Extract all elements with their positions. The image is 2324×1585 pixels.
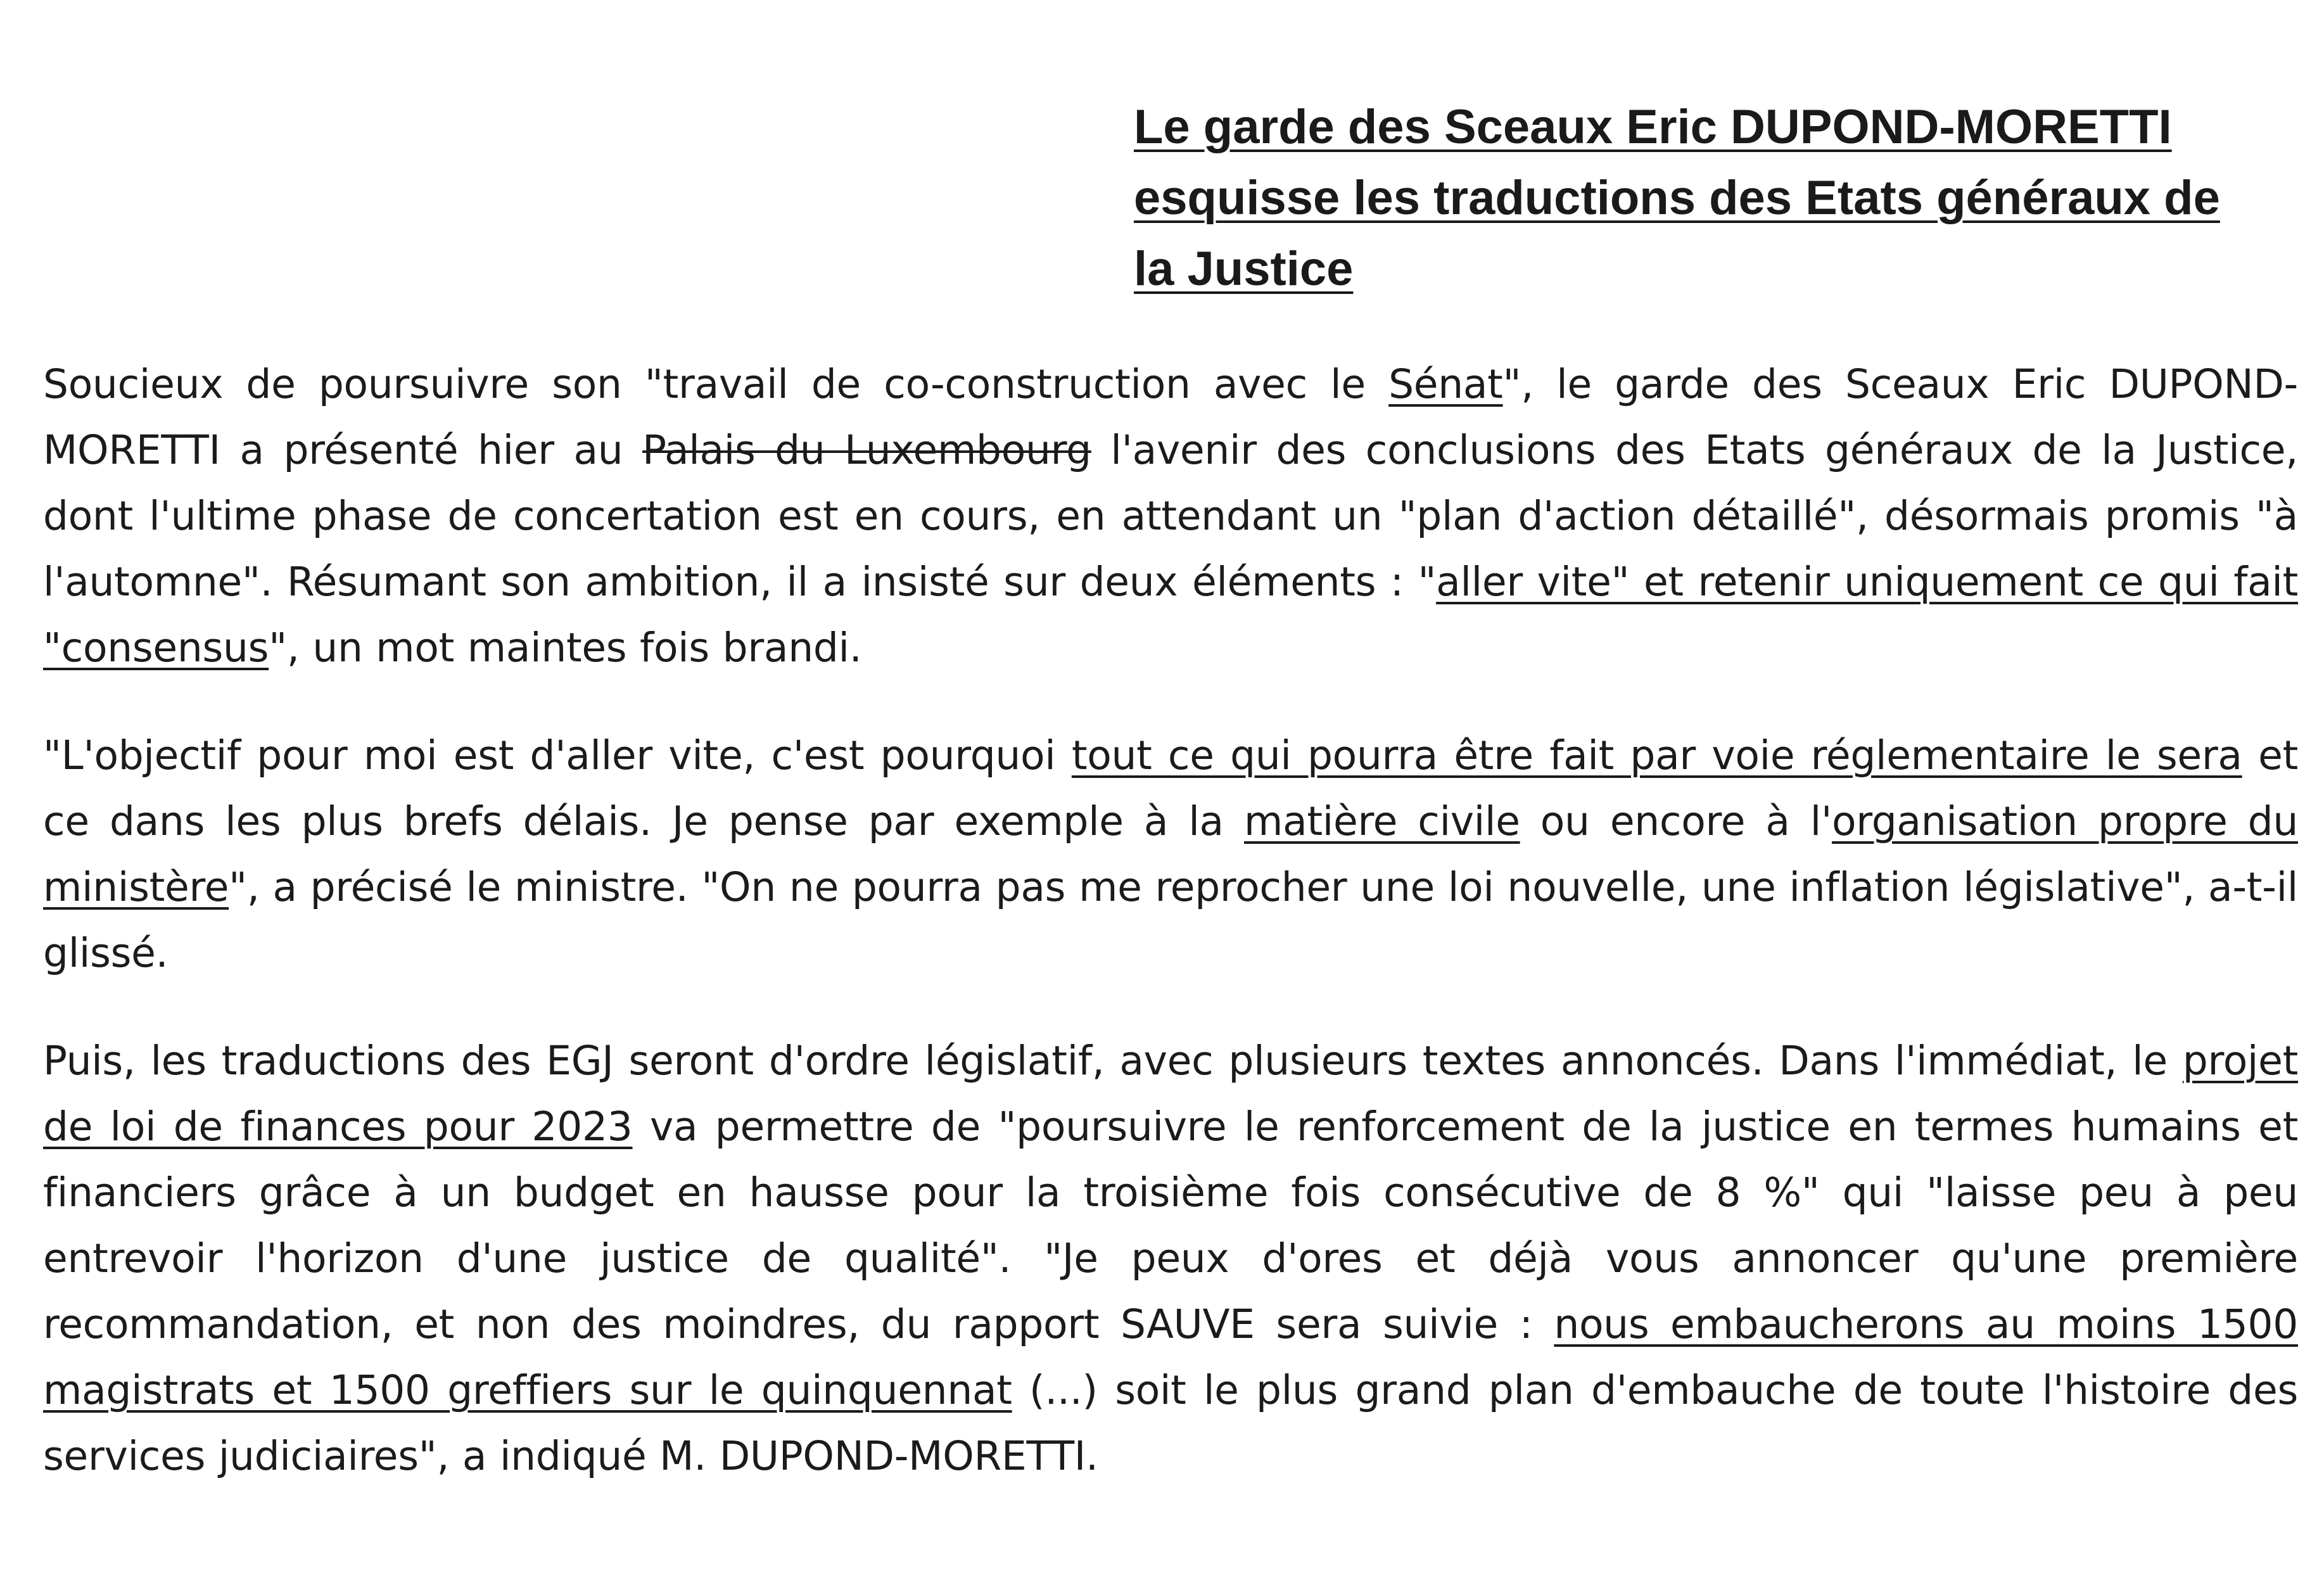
title-line-3: la Justice: [1134, 242, 1354, 296]
text-segment: ", a précisé le ministre. "On ne pourra pas me reprocher une loi nouvelle, une inflation législative", a-t-il glissé.: [43, 864, 2298, 976]
title-line-1: Le garde des Sceaux Eric DUPOND-MORETTI: [1134, 100, 2172, 154]
text-segment: (...) soit le plus grand plan d'embauche de toute l'histoire des services judiciaires", a indiqué M. DUPOND-MORETTI.: [43, 1367, 2298, 1479]
underlined-text: Sénat: [1388, 361, 1503, 407]
text-segment: "L'objectif pour moi est d'aller vite, c'est pourquoi: [43, 732, 1072, 779]
text-segment: l'avenir des conclusions des Etats généraux de la Justice, dont l'ultime phase de concertation est en cours, en attendant un "plan d'action détaillé", désormais promis "à l'automne". Résumant son ambition, il a insisté sur deux éléments : ": [43, 427, 2298, 605]
text-segment: et ce dans les plus brefs délais. Je pense par exemple à la: [43, 732, 2298, 844]
underlined-text: projet de loi de finances pour 2023: [43, 1038, 2298, 1150]
text-segment: Puis, les traductions des EGJ seront d'ordre législatif, avec plusieurs textes annoncés. Dans l'immédiat, le: [43, 1038, 2183, 1084]
paragraph-1: [43, 352, 2298, 681]
article-title: [1134, 92, 2299, 305]
underlined-text: tout ce qui pourra être fait par voie réglementaire le sera: [1071, 732, 2242, 779]
underlined-text: nous embaucherons au moins 1500 magistrats et 1500 greffiers sur le quinquennat: [43, 1301, 2299, 1413]
text-segment: ou encore à l': [1520, 798, 1832, 844]
paragraph-2: [43, 723, 2298, 986]
underlined-text: aller vite" et retenir uniquement ce qui fait "consensus: [43, 559, 2299, 671]
struck-text: Palais du Luxembourg: [642, 427, 1091, 473]
underlined-text: organisation propre du ministère: [43, 798, 2299, 910]
article-body: [43, 352, 2298, 1531]
text-segment: va permettre de "poursuivre le renforcement de la justice en termes humains et financiers grâce à un budget en hausse pour la troisième fois consécutive de 8 %" qui "laisse peu à peu entrevoir l'horizon d'une justice de qualité". "Je peux d'ores et déjà vous annoncer qu'une première recommandation, et non des moindres, du rapport SAUVE sera suivie :: [43, 1104, 2298, 1347]
text-segment: ", un mot maintes fois brandi.: [269, 625, 862, 671]
title-line-2: esquisse les traductions des Etats généraux de: [1134, 171, 2220, 225]
text-segment: ", le garde des Sceaux Eric DUPOND-MORETTI a présenté hier au: [43, 361, 2298, 473]
underlined-text: matière civile: [1244, 798, 1520, 844]
text-segment: Soucieux de poursuivre son "travail de co-construction avec le: [43, 361, 1389, 407]
paragraph-3: [43, 1028, 2298, 1489]
